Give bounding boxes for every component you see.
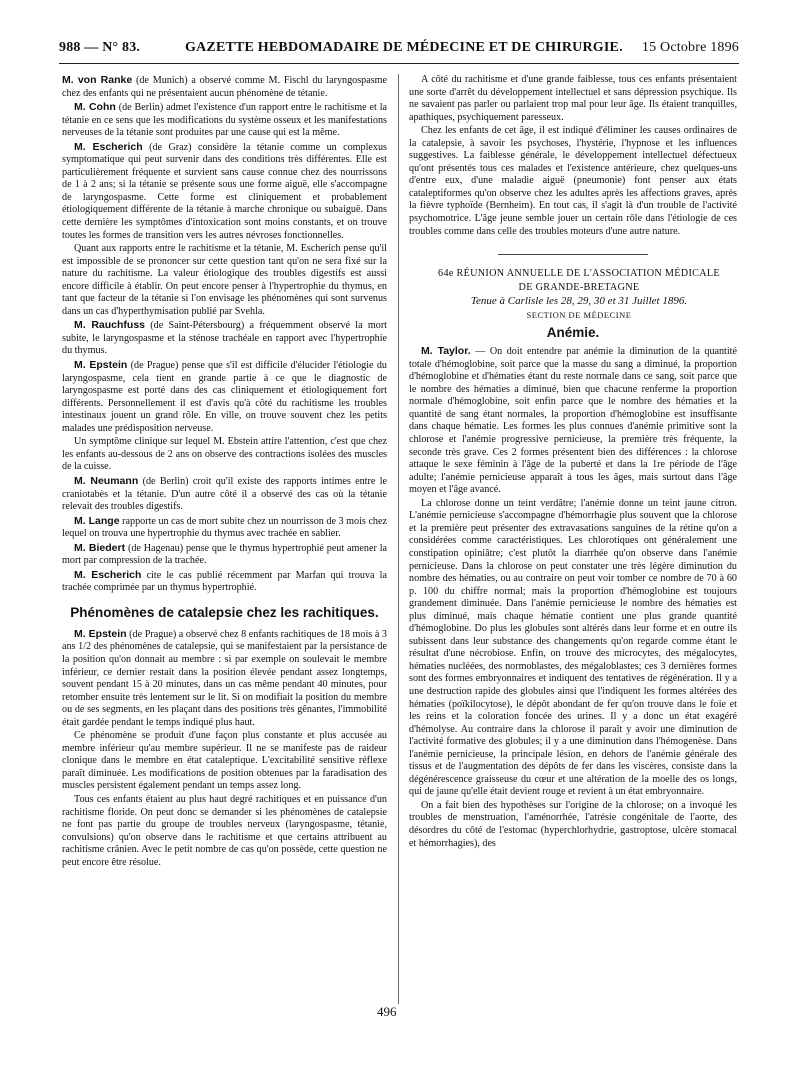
paragraph-text: (de Prague) pense que s'il est difficile d'élucider l'étiologie du laryngospasme, cela tient en grande partie à ce que le diagnostic de laryngospasme est porté dans des cas cliniquement et étiologiquement fort différents. Personnellement il est d'avis qu'à côté du rachitisme les troubles intestinaux jouent un grand rôle. En ville, on trouve souvent chez les petits malades une prédisposition nerveuse. (62, 360, 387, 434)
paragraph-text: (de Berlin) admet l'existence d'un rapport entre le rachitisme et la tétanie en ce sens que les modifications du système osseux et les manifestations nerveuses de la tétanie sont produites par une cause qui est la même. (62, 102, 388, 139)
section-divider (498, 254, 648, 255)
paragraph (409, 345, 737, 497)
paragraph (62, 101, 387, 140)
paragraph-text: (de Graz) considère la tétanie comme un complexus symptomatique qui peut survenir dans des conditions très différentes. Elle est particulièrement fréquente et survient sans cause connue chez des nourrissons de 1 à 2 ans; si la tétanie se présente sous une forme aiguë, elle s'accompagne de laryngospasme. Cette forme est cliniquement et probablement étiologiquement différente de la tétanie à marche chronique ou subaiguë. Dans cette dernière les symptômes d'intoxication sont moins constants, et on trouve toutes les formes de transition vers les autres névroses fonctionnelles. (62, 141, 387, 241)
column-divider (398, 74, 399, 1004)
meeting-dates: Tenue à Carlisle les 28, 29, 30 et 31 Juillet 1896. (470, 295, 688, 308)
paragraph (62, 141, 387, 242)
paragraph-text: (de Saint-Pétersbourg) a fréquemment observé la mort subite, le laryngospasme et la sténose trachéale en rapport avec l'hypertrophie du thymus. (62, 320, 387, 357)
speaker-name: M. von Ranke (62, 74, 133, 86)
paragraph (62, 542, 387, 568)
paragraph-text: (de Berlin) croit qu'il existe des rapports intimes entre le craniotabès et la tétanie. D'un autre côté il a observé des cas où la tétanie relevait des troubles digestifs. (62, 475, 387, 513)
paragraph (62, 74, 387, 100)
speaker-name: M. Escherich (74, 140, 143, 153)
paragraph: La chlorose donne un teint verdâtre; l'anémie donne un teint jaune citron. L'anémie pernicieuse s'accompagne d'hémorrhagie plus souvent que la chlorose et la première peut présenter des extravasations sanguines de la rétine qu'on a considérées comme caractéristiques. Les chlorotiques ont généralement une constipation opiniâtre; c'est plutôt la diarrhée qu'on observe dans l'anémie pernicieuse. Dans la chlorose on peut constater une très légère diminution du nombre des hématies, ou au contraire on peut voir tomber ce nombre de 70 à 60 p. 100 du chiffre normal; mais la proportion d'hémoglobine est toujours grandement diminuée. Dans l'anémie pernicieuse le nombre des hématies est plus diminué, mais chaque hématie contient une plus grande quantité d'hémoglobine. Do plus les globules sont altérés dans leur forme et en outre ils subissent dans leur substance des changements qu'on regarde comme étant le résultat d'une nécrobiose. Enfin, on trouve des microcytes, des mégalocytes, hématies nucléées, des normoblastes, des mégaloblastes; ces 3 dernières formes sont des formes embryonnaires et indiquent des tentatives de régénération. Il y a une destruction rapide des globules ainsi que l'indiquent les formes altérées des hématies (poïkilocytose), le dépôt abondant de fer qu'on trouve dans le foie et les reins et la coloration foncée des urines. Il y a donc un état exagéré d'hémolyse. Au contraire dans la chlorose il paraît y avoir une diminution de l'activité formative des globules; il y a une diminution dans l'hémogenèse. Dans l'anémie pernicieuse, la principale lésion, en dehors de l'anémie générale des tissus et de l'augmentation des dépôts de fer dans les viscères, consiste dans la dégénérescence graisseuse du cœur et une altération de la moelle des os longs, qui de jaune qu'elle était devient rouge et revient à un état embryonnaire. (409, 497, 737, 798)
paragraph-text: rapporte un cas de mort subite chez un nourrisson de 3 mois chez lequel on trouva une hypertrophie du thymus avec trachée en sablier. (62, 515, 387, 540)
paragraph-text: — On doit entendre par anémie la diminution de la quantité totale d'hémoglobine, soit parce que la masse du sang a diminué, la proportion d'hémoglobine et d'hématies étant du reste normale dans ce sang, soit parce que le nombre des hématies a diminué, bien que chacune renferme la proportion normale d'hémoglobine, soit enfin parce que le nombre des hématies et la quantité de sang étant normales, la proportion d'hémoglobine est insuffisante dans chaque hématie. Les formes les plus connues d'anémie primitive sont la chlorose et l'anémie progressive pernicieuse, la première très fréquente, la seconde très grave. Ces 2 formes présentent bien des différences : la chlorose attaque le sexe féminin à l'âge de la puberté et dans la 1re période de l'âge adulte; l'anémie pernicieuse apparaît à tous les âges, mais surtout dans l'âge moyen et l'âge avancé. (409, 346, 737, 496)
speaker-name: M. Epstein (74, 359, 128, 372)
paragraph-text: cite le cas publié récemment par Marfan qui trouva la trachée comprimée par un thymus hypertrophié. (62, 569, 387, 594)
paragraph: On a fait bien des hypothèses sur l'origine de la chlorose; on a invoqué les troubles de menstruation, l'aménorrhée, l'atrésie congénitale de l'aorte, des désordres du côté de l'estomac (hyperchlorhydrie, gastroptose, ulcère stomacal et hémorrhagies), des (409, 799, 737, 849)
paragraph (62, 569, 387, 595)
speaker-name: M. Taylor. (421, 345, 471, 358)
paragraph (62, 515, 387, 541)
speaker-name: M. Epstein (74, 627, 127, 640)
speaker-name: M. Escherich (74, 568, 142, 581)
issue-date: 15 Octobre 1896 (641, 40, 739, 55)
paragraph: A côté du rachitisme et d'une grande faiblesse, tous ces enfants présentaient une sorte d'arrêt du développement intellectuel et sans dépression psychique. Ils ne savaient pas parler ou parlaient trop mal pour leur âge. Ils étaient tranquilles, apathiques, psychiquement paresseux. (409, 74, 737, 123)
paragraph (62, 359, 387, 435)
section-heading: Anémie. (546, 325, 600, 341)
paragraph: Ce phénomène se produit d'une façon plus constante et plus accusée au membre inférieur qu'au membre supérieur. Il ne se manifeste pas de raideur clonique dans le membre en état cataleptique. L'excitabilité sensitive réflexe paraît diminuée. Les modifications de position obtenues par la faradisation des muscles persistent également pendant un temps assez long. (62, 730, 387, 792)
speaker-name: M. Lange (74, 514, 120, 527)
running-header (59, 40, 739, 60)
paragraph: Un symptôme clinique sur lequel M. Ebstein attire l'attention, c'est que chez les enfants au-dessous de 2 ans on observe des contractions isolées des muscles de la cuisse. (62, 436, 387, 473)
speaker-name: M. Rauchfuss (74, 319, 146, 332)
page-number: 496 (377, 1004, 397, 1019)
left-column (62, 74, 387, 870)
speaker-name: M. Cohn (74, 101, 116, 114)
paragraph (62, 475, 387, 514)
paragraph-text: (de Hagenau) pense que le thymus hypertrophié peut amener la mort par compression de la trachée. (62, 542, 387, 567)
paragraph-text: (de Prague) a observé chez 8 enfants rachitiques de 18 mois à 3 ans 1/2 des phénomènes de catalepsie, qui se manifestaient par la persistance de la position qu'on donnait au membre : si par exemple on soulevait le membre inférieur, ce dernier restait dans la position élevée pendant assez longtemps, souvent pendant 15 à 20 minutes, dans un cas même pendant 40 minutes, pour retomber ensuite très lentement sur le lit. Si on modifiait la position du membre ou de ses segments, en les plaçant dans des positions très gênantes, l'immobilité était gardée pendant le temps indiqué plus haut. (62, 628, 387, 728)
right-column (409, 74, 737, 851)
paragraph: Chez les enfants de cet âge, il est indiqué d'éliminer les causes ordinaires de la catalepsie, à savoir les psychoses, l'hystérie, l'hypnose et les influences suggestives. La faiblesse générale, le développement intellectuel défectueux qu'ont présentés tous ces malades et l'existence antérieure, chez quelques-uns d'entre eux, d'une maladie aiguë (pneumonie) font penser aux états cataleptiformes qu'on observe chez les adultes après les affections graves, après la fièvre typhoïde (Bernheim). En tout cas, il s'agit là d'un trouble de l'activité psychomotrice. L'âge jeune semble jouer un certain rôle dans l'étiologie de ces troubles comme dans celle des troubles moteurs d'une autre nature. (409, 125, 737, 237)
paragraph: Tous ces enfants étaient au plus haut degré rachitiques et en puissance d'un rachitisme floride. On peut donc se demander si les phénomènes de catalepsie ne font pas partie du groupe de troubles nerveux (laryngospasme, tétanie, convulsions) qu'on observe dans le rachitisme et que certains attribuent au rachitisme crânien. Avec le petit nombre de cas qu'on possède, cette question ne peut encore être résolue. (62, 793, 387, 868)
paragraph (62, 628, 387, 729)
speaker-name: M. Biedert (74, 541, 126, 554)
section-label: SECTION DE MÉDECINE (526, 309, 632, 320)
speaker-name: M. Neumann (74, 474, 139, 487)
paragraph (62, 319, 387, 358)
paragraph-text: (de Munich) a observé comme M. Fischl du laryngospasme chez des enfants qui ne présentaient aucun phénomène de tétanie. (62, 75, 388, 99)
meeting-title-line: DE GRANDE-BRETAGNE (518, 282, 640, 294)
issue-number: 988 — N° 83. (59, 40, 141, 55)
header-rule (59, 63, 739, 64)
section-heading: Phénomènes de catalepsie chez les rachitiques. (70, 604, 379, 620)
journal-title: GAZETTE HEBDOMADAIRE DE MÉDECINE ET DE CHIRURGIE. (185, 40, 623, 55)
paragraph: Quant aux rapports entre le rachitisme et la tétanie, M. Escherich pense qu'il est impossible de se prononcer sur cette question tant qu'on ne sera fixé sur la nature du rachitisme. La valeur étiologique des troubles digestifs est aussi encore difficile à établir. On peut encore penser à l'hypertrophie du thymus, en tant que facteur de la tétanie si l'on envisage les phénomènes qui sont survenus dans un cas d'hyperthymisation publié par Svehla. (62, 243, 387, 317)
meeting-title-line: 64e RÉUNION ANNUELLE DE L'ASSOCIATION MÉDICALE (438, 268, 720, 280)
